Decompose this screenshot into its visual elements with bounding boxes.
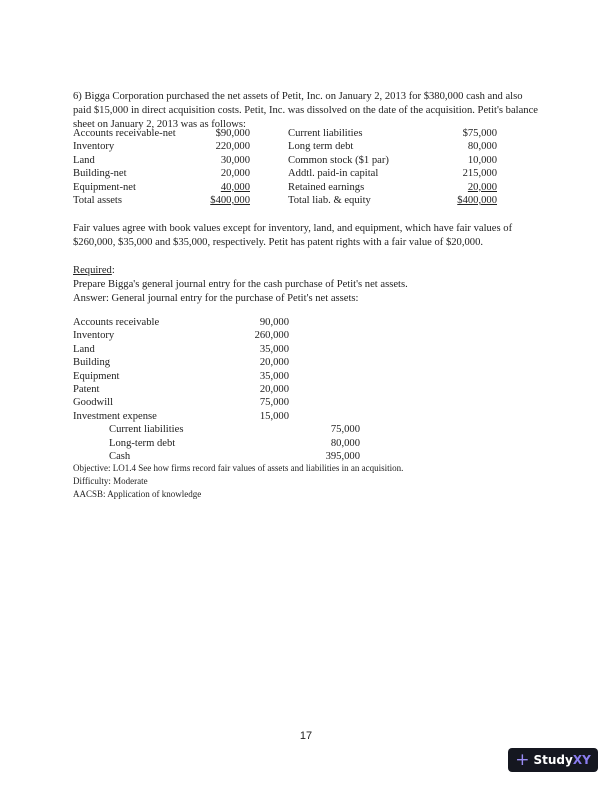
credit-account: Current liabilities (109, 424, 184, 436)
balance-value: 20,000 (467, 181, 497, 193)
plus-icon: + (515, 750, 530, 770)
debit-account: Equipment (73, 370, 120, 382)
debit-account: Building (73, 357, 111, 369)
balance-label: Retained earnings (288, 181, 365, 193)
balance-value: 220,000 (215, 141, 250, 153)
balance-label: Current liabilities (288, 128, 363, 139)
balance-label: Total assets (73, 195, 122, 206)
balance-label: Addtl. paid-in capital (288, 168, 379, 180)
balance-value: 80,000 (467, 141, 497, 153)
balance-value: 30,000 (220, 154, 250, 166)
debit-amount: 35,000 (259, 370, 289, 382)
debit-amount: 20,000 (259, 384, 289, 395)
credit-account: Cash (109, 451, 131, 462)
credit-amount: 80,000 (330, 437, 360, 449)
balance-value: 20,000 (220, 168, 250, 180)
balance-label: Building-net (73, 168, 127, 180)
balance-label: Equipment-net (73, 181, 136, 193)
balance-label: Long term debt (288, 141, 354, 153)
brand-study: Study (533, 753, 573, 767)
balance-label: Common stock ($1 par) (288, 154, 389, 166)
balance-label: Inventory (73, 141, 115, 153)
balance-label: Total liab. & equity (288, 195, 371, 206)
balance-value: 10,000 (467, 154, 497, 166)
credit-amount: 75,000 (330, 424, 360, 436)
balance-value: $400,000 (210, 195, 250, 206)
debit-account: Goodwill (73, 397, 114, 409)
aacsb: AACSB: Application of knowledge (73, 489, 202, 499)
debit-amount: 15,000 (259, 410, 289, 422)
balance-value: $400,000 (457, 195, 497, 206)
debit-account: Inventory (73, 330, 115, 342)
debit-amount: 20,000 (259, 357, 289, 369)
fair-values-text: Fair values agree with book values except for inventory, land, and equipment, which have fair values of $260,000, $35,000 and $35,000, respectively. Petit has patent rights with a fair value of $20,000. (73, 223, 513, 248)
brand-xy: XY (572, 753, 591, 767)
required-text: Prepare Bigga's general journal entry for the cash purchase of Petit's net assets. (73, 279, 408, 290)
debit-amount: 260,000 (254, 330, 289, 342)
studyxy-logo (508, 748, 598, 772)
page-number: 17 (299, 730, 313, 742)
debit-account: Land (73, 343, 95, 355)
question-text: 6) Bigga Corporation purchased the net assets of Petit, Inc. on January 2, 2013 for $380,000 cash and also paid $15,000 in direct acquisition costs. Petit, Inc. was dissolved on the date of the acquisition. Petit's balance sheet on January 2, 2013 was as follows: (73, 91, 538, 130)
balance-value: $75,000 (462, 128, 497, 139)
balance-value: $90,000 (215, 128, 250, 139)
balance-label: Land (73, 154, 95, 166)
required-label: Required (73, 265, 112, 276)
balance-value: 40,000 (220, 181, 250, 193)
debit-account: Accounts receivable (73, 317, 160, 328)
credit-account: Long-term debt (109, 437, 176, 449)
balance-label: Accounts receivable-net (73, 128, 176, 139)
debit-account: Investment expense (73, 410, 157, 422)
required-heading (73, 264, 543, 278)
required-colon: : (111, 265, 115, 276)
objective: Objective: LO1.4 See how firms record fair values of assets and liabilities in an acquisition. (73, 463, 404, 473)
debit-account: Patent (73, 384, 100, 395)
difficulty: Difficulty: Moderate (73, 476, 148, 486)
credit-amount: 395,000 (325, 451, 360, 462)
debit-amount: 75,000 (259, 397, 289, 409)
balance-value: 215,000 (462, 168, 497, 180)
debit-amount: 90,000 (259, 317, 289, 328)
answer-text: Answer: General journal entry for the purchase of Petit's net assets: (73, 293, 359, 304)
debit-amount: 35,000 (259, 343, 289, 355)
